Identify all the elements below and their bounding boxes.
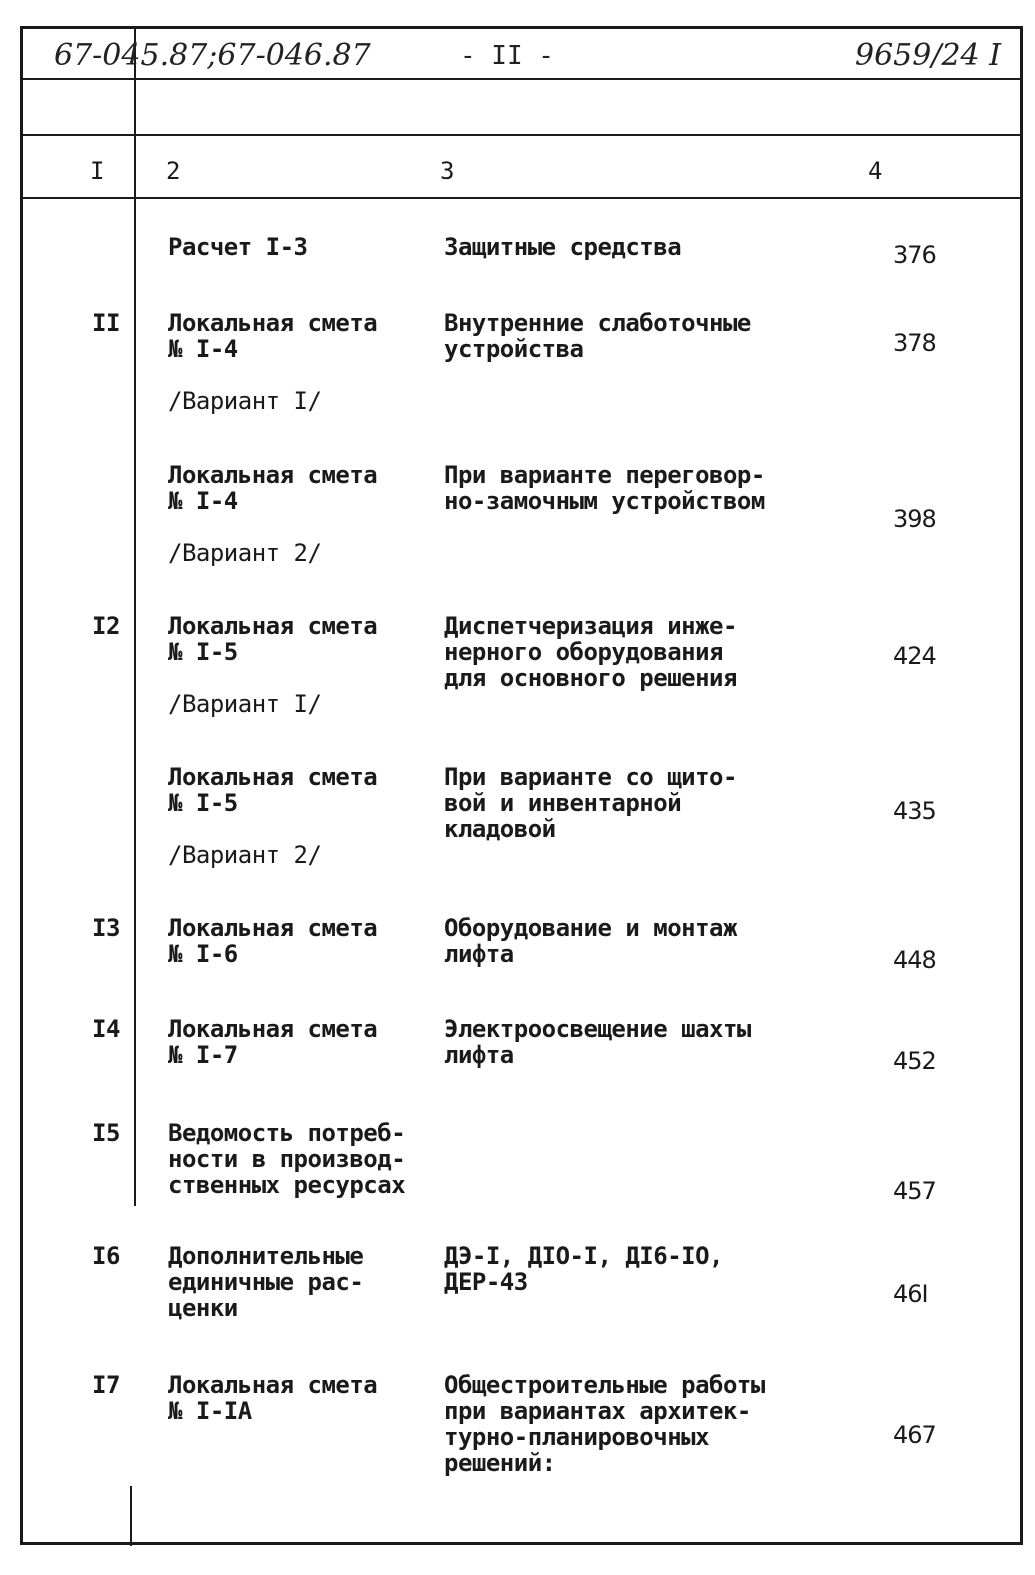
page-number: 398 [893,505,936,533]
description-line: устройства [444,335,584,363]
page-number: 424 [893,642,936,670]
description-line: для основного решения [444,664,737,692]
document-title-line: № I-4 [168,335,238,363]
column-header-page: 4 [868,157,883,185]
variant-label: /Вариант I/ [168,690,322,718]
document-title-line: Локальная смета [168,309,378,337]
description-line: но-замочным устройством [444,487,765,515]
registration-number: 9659/24 I [855,38,1002,73]
page-number: 452 [893,1047,936,1075]
description-line: Диспетчеризация инже- [444,612,737,640]
description-line: при вариантах архитек- [444,1397,751,1425]
document-title-line: № I-IA [168,1397,252,1425]
page-number: 467 [893,1421,936,1449]
header-rule [20,78,1023,80]
document-title-line: № I-5 [168,789,238,817]
document-title-line: Локальная смета [168,763,378,791]
variant-label: /Вариант I/ [168,387,322,415]
document-title-line: Локальная смета [168,914,378,942]
page-number: 376 [893,241,936,269]
description-line: При варианте переговор- [444,461,765,489]
document-title-line: № I-4 [168,487,238,515]
description-line: кладовой [444,815,556,843]
document-title-line: № I-6 [168,940,238,968]
column-header-rule [20,197,1023,199]
document-title-line: ственных ресурсах [168,1171,406,1199]
document-title-line: единичные рас- [168,1268,364,1296]
row-number: II [92,309,120,337]
page-number: 448 [893,946,936,974]
document-title-line: ценки [168,1294,238,1322]
page-label: - II - [460,41,554,71]
description-line: Электроосвещение шахты [444,1015,751,1043]
description-line: турно-планировочных [444,1423,710,1451]
description-line: Оборудование и монтаж [444,914,737,942]
document-title-line: Локальная смета [168,1371,378,1399]
document-title-line: ности в производ- [168,1145,406,1173]
description-line: нерного оборудования [444,638,723,666]
page-number: 46I [893,1280,928,1308]
page-number: 378 [893,329,936,357]
page-number: 435 [893,797,936,825]
column-header-description: 3 [440,157,455,185]
variant-label: /Вариант 2/ [168,539,322,567]
page-number: 457 [893,1177,936,1205]
description-line: При варианте со щито- [444,763,737,791]
description-line: Защитные средства [444,233,682,261]
variant-label: /Вариант 2/ [168,841,322,869]
row-number: I5 [92,1119,120,1147]
document-title-line: Локальная смета [168,612,378,640]
document-title-line: Ведомость потреб- [168,1119,406,1147]
description-line: лифта [444,940,514,968]
column-header-document: 2 [166,157,181,185]
description-line: ДЭ-I, ДIO-I, ДI6-IO, [444,1242,723,1270]
description-line: лифта [444,1041,514,1069]
table-top-rule [20,134,1023,136]
description-line: вой и инвентарной [444,789,682,817]
row-number: I6 [92,1242,120,1270]
row-number: I3 [92,914,120,942]
row-number: I2 [92,612,120,640]
row-number: I4 [92,1015,120,1043]
description-line: Общестроительные работы [444,1371,765,1399]
document-title-line: Локальная смета [168,461,378,489]
description-line: решений: [444,1449,556,1477]
document-title-line: Дополнительные [168,1242,364,1270]
column-separator-lower [130,1486,132,1546]
document-title-line: Локальная смета [168,1015,378,1043]
document-code: 67-045.87;67-046.87 [54,38,371,73]
document-title-line: № I-7 [168,1041,238,1069]
description-line: Внутренние слаботочные [444,309,751,337]
row-number: I7 [92,1371,120,1399]
document-title-line: Расчет I-3 [168,233,308,261]
column-separator [134,26,136,1206]
document-title-line: № I-5 [168,638,238,666]
description-line: ДЕР-43 [444,1268,528,1296]
column-header-number: I [90,157,105,185]
